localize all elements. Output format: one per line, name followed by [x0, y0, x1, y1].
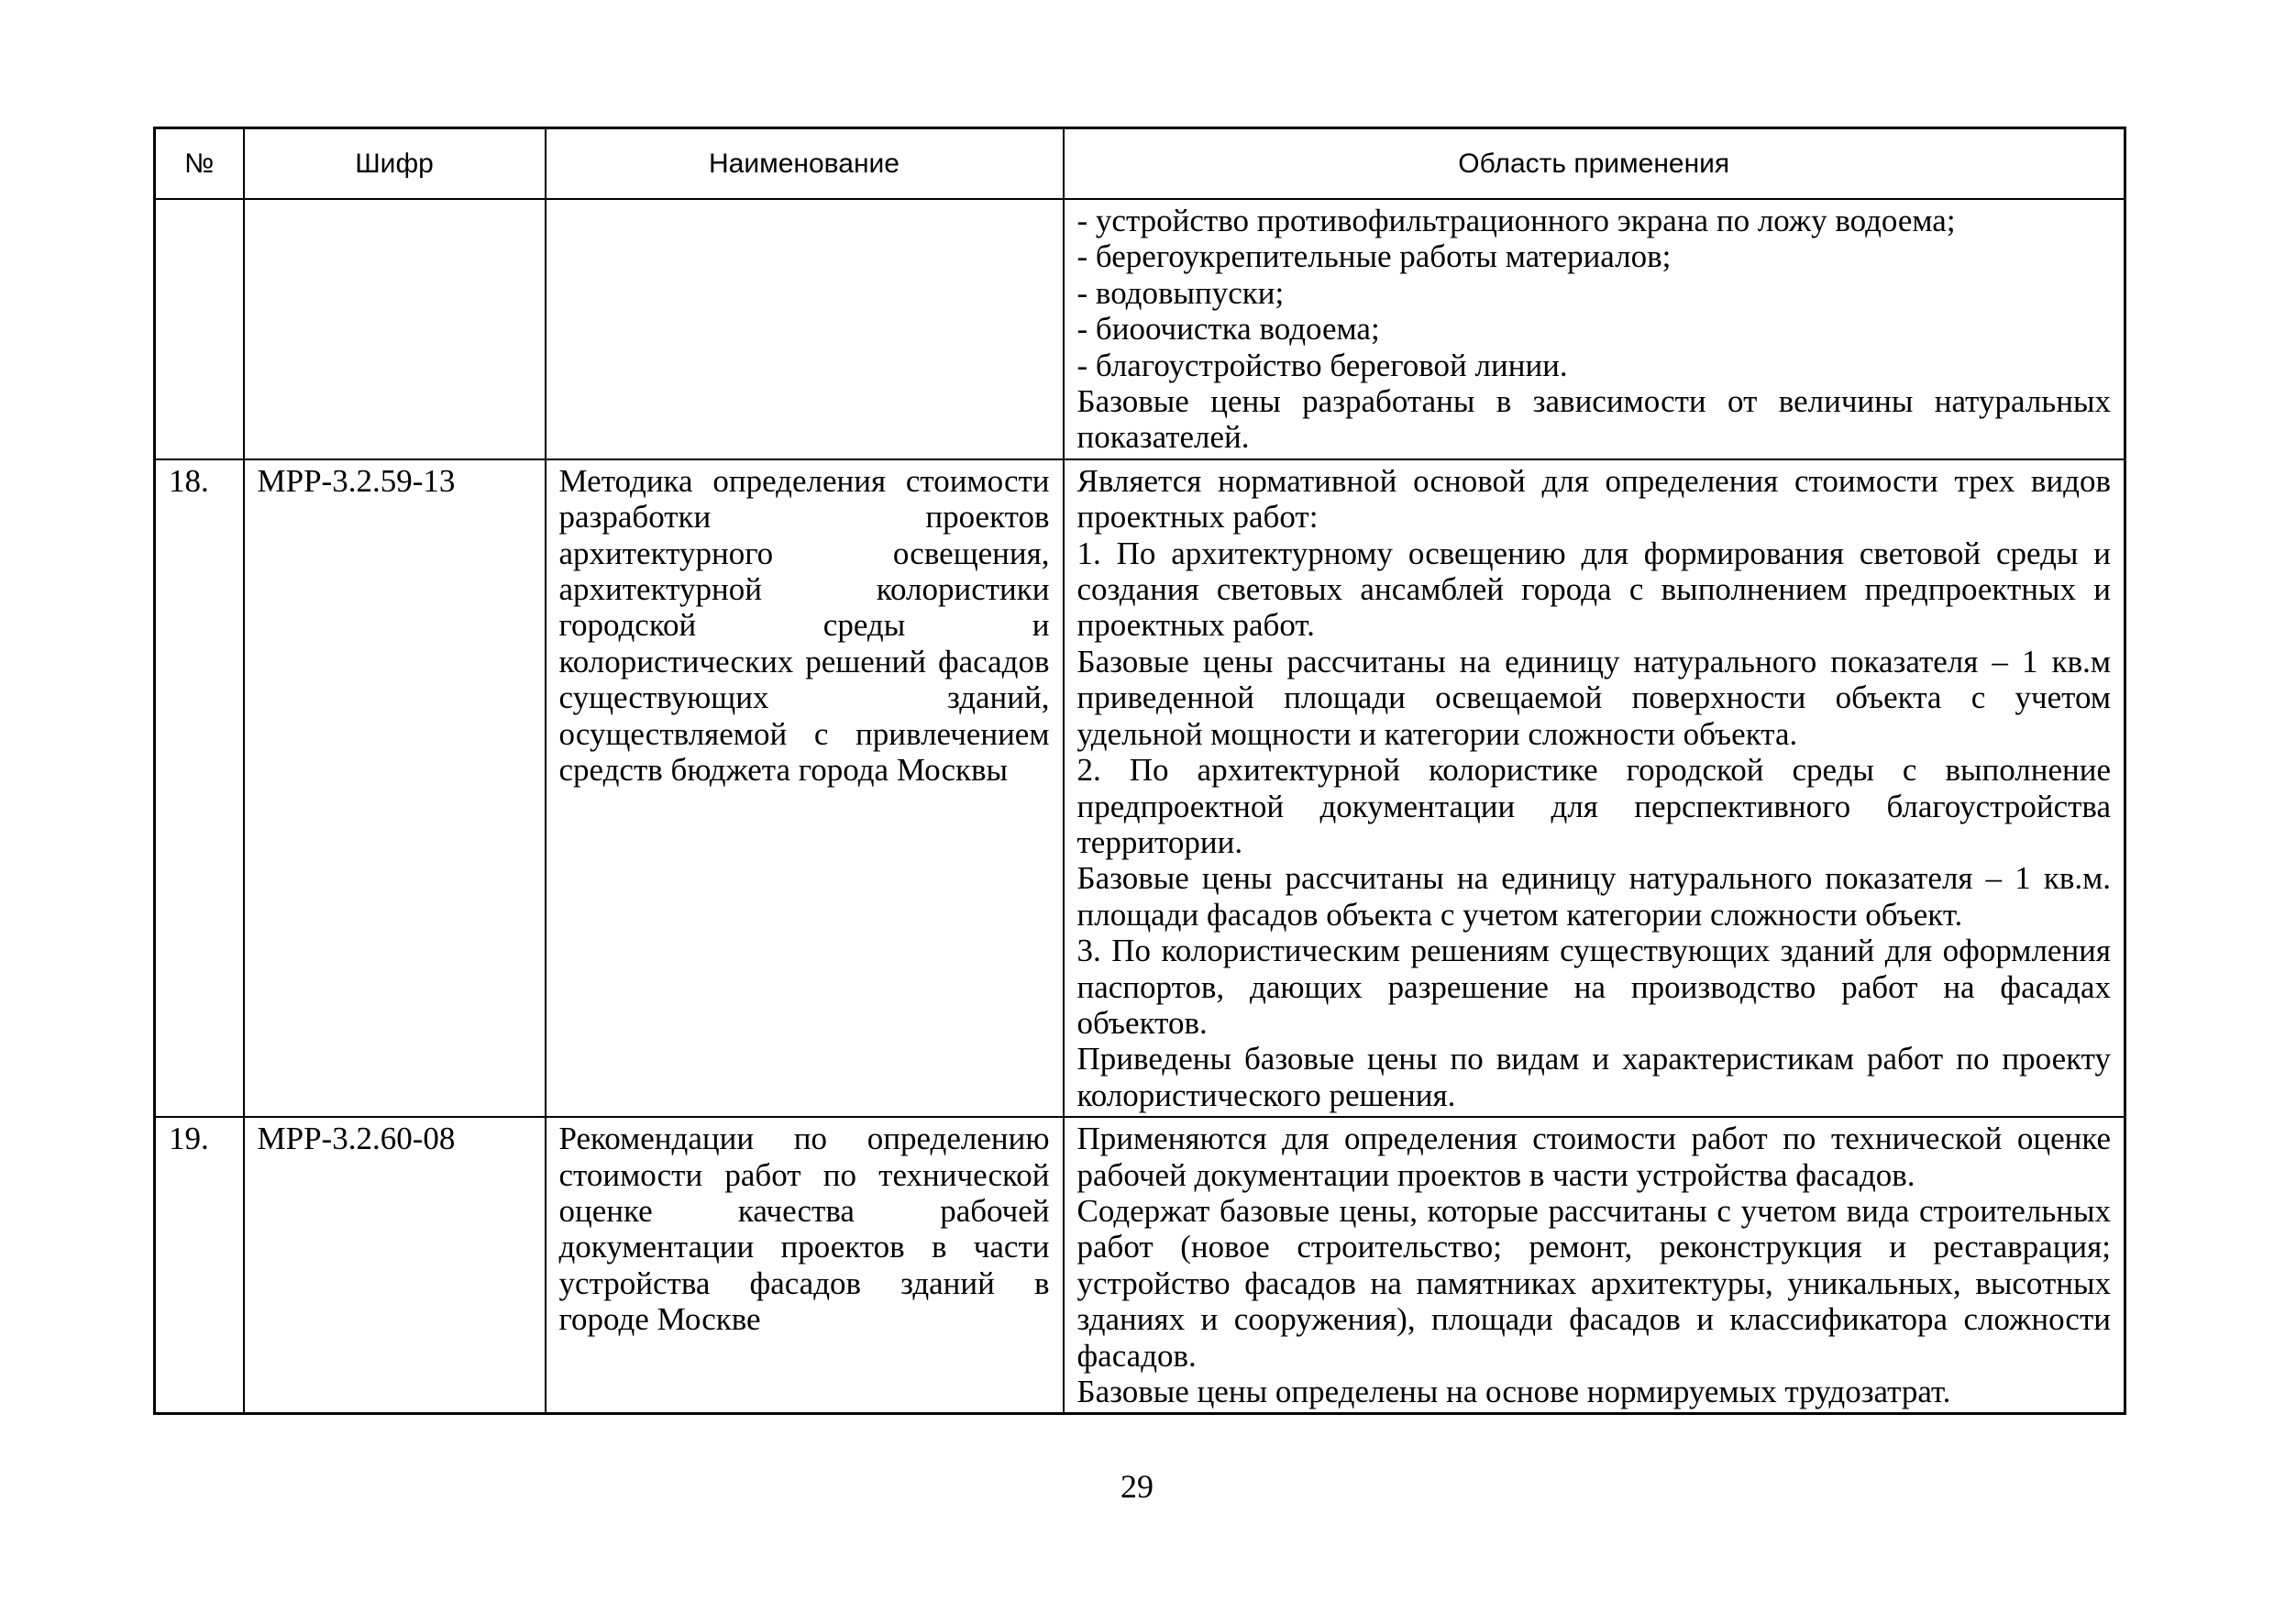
area-paragraph: Базовые цены разработаны в зависимости от величины натуральных показателей.	[1076, 383, 2111, 456]
area-paragraph: Базовые цены определены на основе нормируемых трудозатрат.	[1076, 1374, 1951, 1409]
area-paragraph: - берегоукрепительные работы материалов;	[1076, 238, 1672, 275]
row-name: Рекомендации по определению стоимости работ по технической оценке качества рабочей документации проектов в части устройства фасадов зданий в городе Москве	[546, 1117, 1064, 1414]
header-number: №	[155, 128, 244, 200]
area-paragraph: - биоочистка водоема;	[1076, 311, 1380, 348]
row-code	[244, 199, 546, 459]
row-name	[546, 199, 1064, 459]
header-code: Шифр	[244, 128, 546, 200]
row-number: 19.	[155, 1117, 244, 1414]
area-paragraph: 2. По архитектурной колористике городской среды с выполнение предпроектной документации для перспективного благоустройства территории.	[1076, 752, 2111, 860]
row-area	[1064, 459, 2125, 1117]
area-paragraph: 3. По колористическим решениям существующих зданий для оформления паспортов, дающих разрешение на производство работ на фасадах объектов.	[1076, 933, 2111, 1041]
row-area	[1064, 1117, 2125, 1414]
table-row	[155, 199, 2125, 459]
header-name: Наименование	[546, 128, 1064, 200]
row-code: МРР-3.2.60-08	[244, 1117, 546, 1414]
area-paragraph: Приведены базовые цены по видам и характеристикам работ по проекту колористического решения.	[1076, 1041, 2111, 1113]
row-area	[1064, 199, 2125, 459]
area-paragraph: - благоустройство береговой линии.	[1076, 347, 1568, 383]
row-code: МРР-3.2.59-13	[244, 459, 546, 1117]
header-area: Область применения	[1064, 128, 2125, 200]
page-number: 29	[1120, 1468, 1154, 1505]
table-row	[155, 459, 2125, 1117]
area-paragraph: - водовыпуски;	[1076, 274, 1285, 311]
row-number	[155, 199, 244, 459]
area-paragraph: Базовые цены рассчитаны на единицу натурального показателя – 1 кв.м. площади фасадов объекта с учетом категории сложности объект.	[1076, 860, 2111, 933]
table-row	[155, 1117, 2125, 1414]
area-paragraph: - устройство противофильтрационного экрана по ложу водоема;	[1076, 203, 1956, 238]
row-number: 18.	[155, 459, 244, 1117]
area-paragraph: Содержат базовые цены, которые рассчитаны с учетом вида строительных работ (новое строительство; ремонт, реконструкция и реставрация; устройство фасадов на памятниках архитектуры, уникальных, высотных зданиях и сооружения), площади фасадов и классификатора сложности фасадов.	[1076, 1192, 2111, 1374]
row-name: Методика определения стоимости разработки проектов архитектурного освещения, архитектурной колористики городской среды и колористических решений фасадов существующих зданий, осуществляемой с привлечением средств бюджета города Москвы	[546, 459, 1064, 1117]
area-paragraph: Применяются для определения стоимости работ по технической оценке рабочей документации проектов в части устройства фасадов.	[1076, 1121, 2111, 1193]
standards-table	[153, 127, 2126, 1415]
area-paragraph: Базовые цены рассчитаны на единицу натурального показателя – 1 кв.м приведенной площади освещаемой поверхности объекта с учетом удельной мощности и категории сложности объекта.	[1076, 643, 2111, 752]
area-paragraph: 1. По архитектурному освещению для формирования световой среды и создания световых ансамблей города с выполнением предпроектных и проектных работ.	[1076, 535, 2111, 644]
area-paragraph: Является нормативной основой для определения стоимости трех видов проектных работ:	[1076, 462, 2111, 536]
table-header-row	[155, 128, 2125, 200]
